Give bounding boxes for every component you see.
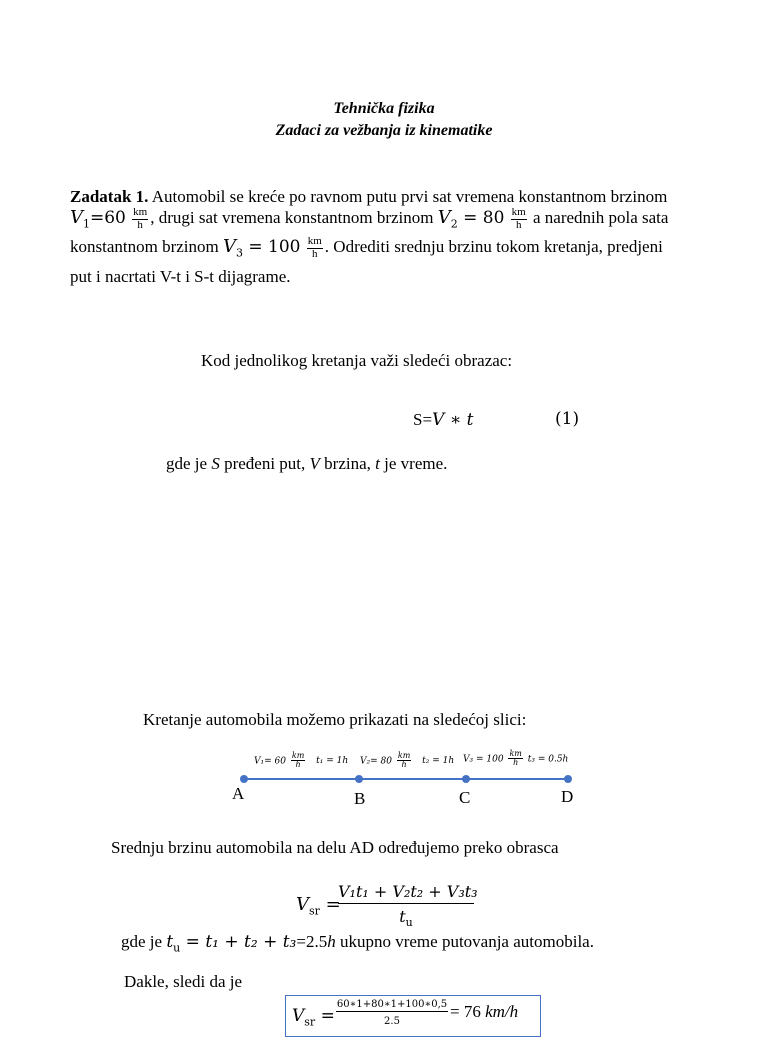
- legend-end: je vreme.: [379, 454, 448, 473]
- tu-symbol: t: [166, 932, 174, 952]
- document-subtitle: Zadaci za vežbanja iz kinematike: [275, 122, 493, 139]
- v2-value: = 80: [457, 207, 505, 228]
- v1-subscript: 1: [83, 217, 90, 231]
- formula-1-rhs: V ∗ t: [432, 410, 474, 430]
- task-text-1: Automobil se kreće po ravnom putu prvi sat vremena konstantnom brzinom: [148, 187, 668, 206]
- path-line: [230, 773, 590, 785]
- task-text-4: konstantnom brzinom: [70, 236, 219, 256]
- segment-2-label: V₂= 80 $\frac{km}{h}$ t₂ = 1h: [360, 751, 455, 770]
- motion-diagram: [230, 745, 590, 810]
- result-formula-box: [285, 995, 541, 1037]
- v1-symbol: V: [70, 206, 83, 228]
- v3-unit: $\frac{km}{h}$: [307, 235, 322, 260]
- legend-mid-2: brzina,: [319, 454, 376, 473]
- v2-unit: $\frac{km}{h}$: [511, 206, 526, 231]
- point-b-marker: [355, 775, 363, 783]
- v3-symbol: V: [222, 235, 236, 257]
- task-label: Zadatak 1.: [70, 187, 149, 206]
- task-line-4: put i nacrtati V-t i S-t dijagrame.: [70, 267, 291, 286]
- v1-value: =60: [90, 207, 126, 228]
- formula-3-lhs: $V_{sr}$ =: [292, 1006, 335, 1029]
- v3-subscript: 3: [235, 246, 243, 260]
- task-line-2: [70, 207, 710, 231]
- point-d-label: D: [561, 787, 574, 806]
- legend-s: S: [211, 454, 220, 473]
- point-b-label: B: [354, 789, 366, 808]
- legend-mid-1: pređeni put,: [219, 454, 310, 473]
- legend-pre: gde je: [166, 454, 212, 473]
- formula-2-lhs: $V_{sr}$ =: [296, 894, 341, 918]
- formula-3-numerator: 60∗1+80∗1+100∗0,5: [336, 999, 448, 1010]
- v2-symbol: V: [437, 206, 451, 228]
- v1-unit: $\frac{km}{h}$: [133, 206, 148, 231]
- formula-2-denominator: $t_u$: [399, 907, 413, 930]
- task-text-5: . Odrediti srednju brzinu tokom kretanja, predjeni: [324, 236, 663, 256]
- task-line-3: [70, 236, 710, 260]
- avg-speed-intro: Srednju brzinu automobila na delu AD određujemo preko obrasca: [111, 838, 559, 857]
- formula-1: [413, 411, 474, 429]
- formula-intro: Kod jednolikog kretanja važi sledeći obrazac:: [201, 351, 513, 370]
- task-text-3: a narednih pola sata: [532, 207, 669, 227]
- total-time-line: gde je $t_u = t_1 + t_2 + t_3=2.5h$ ukupno vreme putovanja automobila.: [121, 932, 594, 955]
- formula-1-lhs: S=: [413, 410, 433, 429]
- legend-v: V: [309, 454, 320, 473]
- variables-legend: [166, 455, 447, 472]
- formula-3-denominator: 2.5: [384, 1016, 400, 1027]
- document-title: Tehnička fizika: [333, 100, 435, 117]
- point-c-label: C: [459, 788, 471, 807]
- segment-3-label: V₃ = 100 $\frac{km}{h}$ t₃ = 0.5h: [463, 749, 569, 768]
- figure-intro: Kretanje automobila možemo prikazati na sledećoj slici:: [143, 710, 527, 729]
- formula-3-result: = 76 km/h: [450, 1002, 519, 1021]
- point-c-marker: [462, 775, 470, 783]
- formula-1-number: (1): [555, 409, 580, 429]
- point-a-marker: [240, 775, 248, 783]
- task-text-2: , drugi sat vremena konstantnom brzinom: [150, 207, 434, 227]
- legend-t: t: [375, 454, 380, 473]
- task-line-1: [70, 188, 710, 205]
- point-a-label: A: [232, 784, 245, 803]
- v2-subscript: 2: [450, 217, 458, 231]
- tu-sum: = t₁ + t₂ + t₃: [180, 932, 297, 952]
- segment-1-label: V₁= 60 $\frac{km}{h}$ t₁ = 1h: [254, 751, 349, 770]
- formula-2-numerator: V₁t₁ + V₂t₂ + V₃t₃: [338, 882, 474, 904]
- conclusion-intro: Dakle, sledi da je: [124, 972, 243, 991]
- v3-value: = 100: [242, 236, 301, 257]
- point-d-marker: [564, 775, 572, 783]
